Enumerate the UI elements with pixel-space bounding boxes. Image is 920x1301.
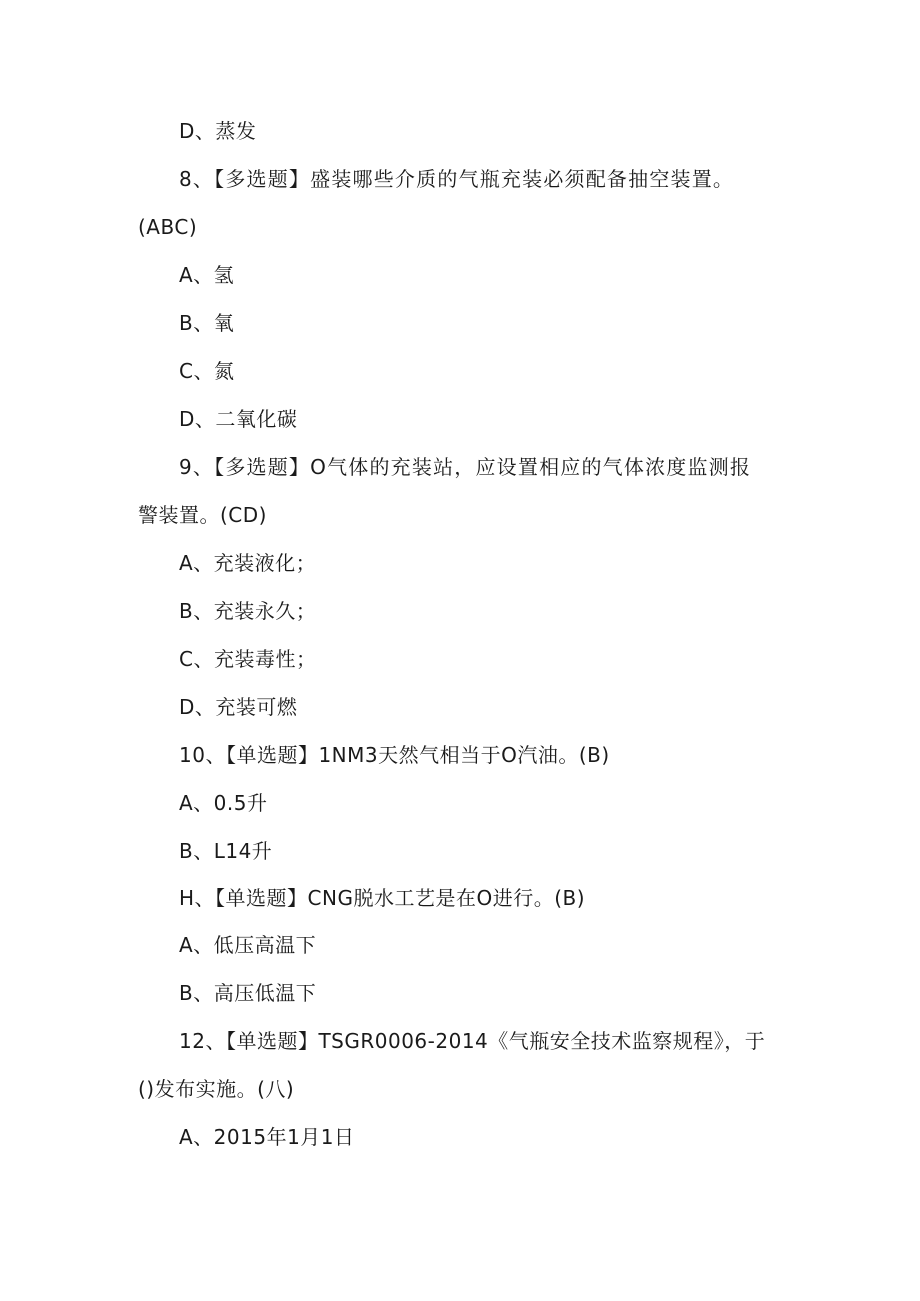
option-c-q9: C、充装毒性； <box>179 647 317 671</box>
option-a-q8: A、氢 <box>179 263 235 287</box>
option-a-q11: A、低压高温下 <box>179 933 317 957</box>
question-12-continuation: ()发布实施。(八) <box>138 1077 295 1101</box>
question-8-text: 8、【多选题】盛装哪些介质的气瓶充装必须配备抽空装置。 <box>179 167 735 191</box>
question-11-text: H、【单选题】CNG脱水工艺是在O进行。(B) <box>179 886 586 910</box>
option-a-q9: A、充装液化； <box>179 551 317 575</box>
option-d-q9: D、充装可燃 <box>179 695 298 719</box>
option-b-q8: B、氧 <box>179 311 235 335</box>
option-b-q9: B、充装永久； <box>179 599 317 623</box>
question-8-answer: (ABC) <box>138 215 198 239</box>
option-a-q12: A、2015年1月1日 <box>179 1125 355 1149</box>
question-9-continuation: 警装置。(CD) <box>138 503 267 527</box>
question-12-text: 12、【单选题】TSGR0006-2014《气瓶安全技术监察规程》，于 <box>179 1029 766 1053</box>
option-a-q10: A、0.5升 <box>179 791 268 815</box>
option-d-q7: D、蒸发 <box>179 119 257 143</box>
option-b-q10: B、L14升 <box>179 839 273 863</box>
question-9-text: 9、【多选题】O气体的充装站，应设置相应的气体浓度监测报 <box>179 455 752 479</box>
question-10-text: 10、【单选题】1NM3天然气相当于O汽油。(B) <box>179 743 610 767</box>
option-d-q8: D、二氧化碳 <box>179 407 298 431</box>
option-c-q8: C、氮 <box>179 359 235 383</box>
option-b-q11: B、高压低温下 <box>179 981 317 1005</box>
